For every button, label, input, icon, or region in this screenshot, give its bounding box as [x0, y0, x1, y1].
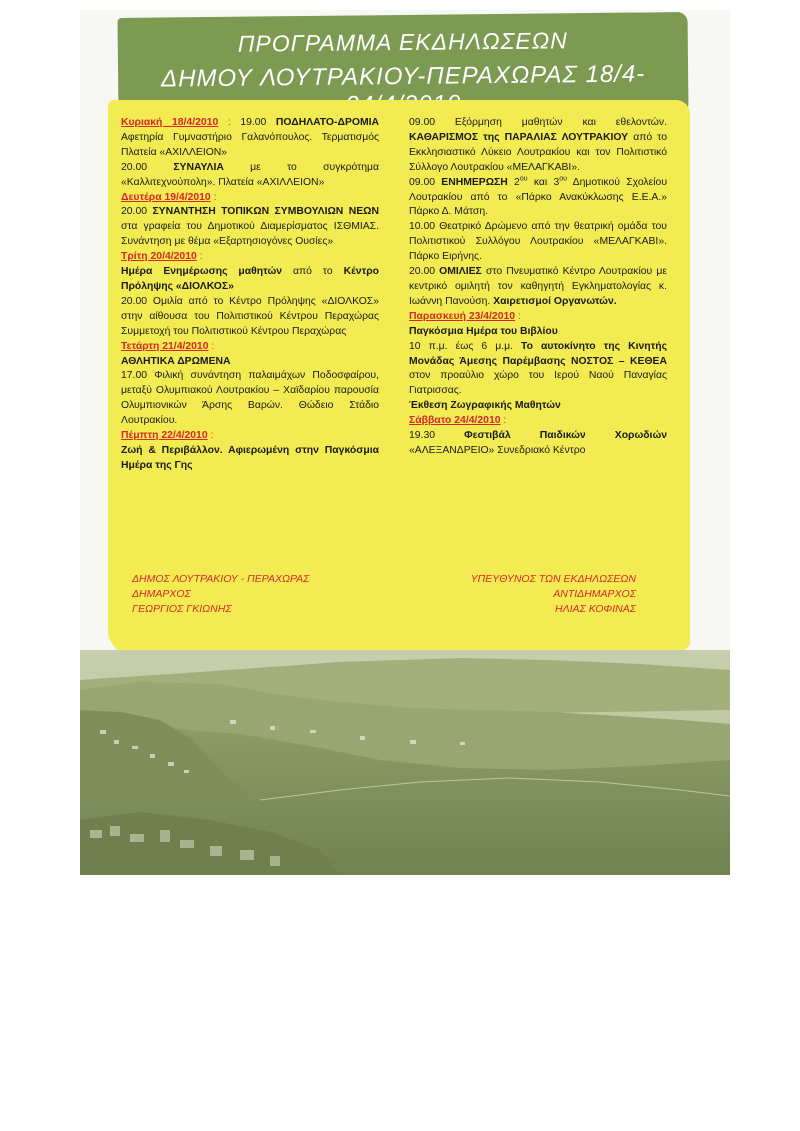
- date-heading: Κυριακή 18/4/2010: [121, 117, 219, 128]
- date-separator: :: [500, 415, 507, 427]
- event-text: από το: [282, 266, 344, 278]
- ordinal-suffix: ου: [519, 175, 528, 183]
- date-heading: Τρίτη 20/4/2010: [121, 251, 197, 263]
- date-heading: Δευτέρα 19/4/2010: [121, 191, 211, 203]
- date-separator: :: [515, 310, 521, 322]
- signature-line: ΥΠΕΥΘΥΝΟΣ ΤΩΝ ΕΚΔΗΛΩΣΕΩΝ: [470, 573, 636, 585]
- event-text: 2: [507, 176, 520, 188]
- event-text: 10.00 Θεατρικό Δρώμενο από την θεατρική ομάδα του Πολιτιστικού Συλλόγου Λουτρακίου «ΜΕΛΑΓΚΑΒΙ». Πάρκο Ειρήνης.: [409, 221, 667, 263]
- event-block: [409, 414, 667, 429]
- event-block: [409, 429, 667, 459]
- banner-subtitle: ΔΗΜΟΥ ΛΟΥΤΡΑΚΙΟΥ-ΠΕΡΑΧΩΡΑΣ 18/4-24/4/2010: [160, 60, 646, 93]
- city-bay-photo: [80, 650, 730, 875]
- event-title: ΣΥΝΑΥΛΙΑ: [173, 161, 224, 173]
- event-text: στα γραφεία του Δημοτικού Διαμερίσματος ΙΣΘΜΙΑΣ. Συνάντηση με θέμα «Εξαρτησιογόνες Ουσίες»: [121, 221, 379, 248]
- event-text: 17.00 Φιλική συνάντηση παλαιμάχων Ποδοσφαίρου, μεταξύ Ολυμπιακού Λουτρακίου – Χαϊδαρίου παρουσία Ολυμπιονικών Άρσης Βαρών. Θώδειο Στάδιο Λουτρακίου.: [121, 370, 379, 427]
- event-title: ΣΥΝΑΝΤΗΣΗ ΤΟΠΙΚΩΝ ΣΥΜΒΟΥΛΙΩΝ ΝΕΩΝ: [152, 206, 379, 218]
- event-block: [121, 265, 379, 295]
- signature-line: ΔΗΜΟΣ ΛΟΥΤΡΑΚΙΟΥ - ΠΕΡΑΧΩΡΑΣ: [132, 573, 310, 585]
- event-block: [409, 340, 667, 400]
- event-block: [121, 205, 379, 250]
- signature-line: ΑΝΤΙΔΗΜΑΡΧΟΣ: [553, 588, 636, 600]
- event-title: ΑΘΛΗΤΙΚΑ ΔΡΩΜΕΝΑ: [121, 355, 231, 367]
- event-text: με το συγκρότημα «Καλλιτεχνούπολη». Πλατεία «ΑΧΙΛΛΕΙΟΝ»: [121, 161, 380, 188]
- signature-line: ΓΕΩΡΓΙΟΣ ΓΚΙΩΝΗΣ: [132, 603, 232, 615]
- date-separator: :: [208, 340, 215, 352]
- event-text: και 3: [527, 176, 560, 188]
- event-block: [121, 116, 379, 161]
- event-title: ΠΟΔΗΛΑΤΟ-ΔΡΟΜΙΑ: [275, 117, 379, 128]
- signature-line: ΗΛΙΑΣ ΚΟΦΙΝΑΣ: [555, 603, 636, 615]
- event-block: [409, 176, 667, 221]
- date-heading: Σάββατο 24/4/2010: [409, 415, 501, 427]
- event-text: 20.00: [121, 161, 174, 173]
- event-title: Ζωή & Περιβάλλον. Αφιερωμένη στην Παγκόσμια Ημέρα της Γης: [121, 444, 379, 471]
- event-text: 09.00 Εξόρμηση μαθητών και εθελοντών.: [409, 117, 667, 128]
- event-title: ΚΑΘΑΡΙΣΜΟΣ της ΠΑΡΑΛΙΑΣ ΛΟΥΤΡΑΚΙΟΥ: [409, 131, 629, 143]
- event-text: «ΑΛΕΞΑΝΔΡΕΙΟ» Συνεδριακό Κέντρο: [409, 444, 586, 456]
- event-title: Το αυτοκίνητο της Κινητής Μονάδας Άμεσης Παρέμβασης ΝΟΣΤΟΣ – ΚΕΘΕΑ: [409, 340, 668, 367]
- event-title: ΕΝΗΜΕΡΩΣΗ: [441, 176, 508, 188]
- event-block: [121, 340, 379, 355]
- mayor-signature-block: [132, 572, 309, 617]
- event-block: [121, 250, 379, 265]
- banner-title: ΠΡΟΓΡΑΜΜΑ ΕΚΔΗΛΩΣΕΩΝ: [237, 27, 568, 57]
- date-separator: :: [218, 117, 241, 128]
- date-separator: :: [207, 430, 214, 442]
- event-block: [409, 116, 667, 176]
- event-text: Αφετηρία Γυμναστήριο Γαλανόπουλος. Τερματισμός Πλατεία «ΑΧΙΛΛΕΙΟΝ»: [121, 131, 379, 158]
- event-title: Φεστιβάλ Παιδικών Χορωδιών: [464, 430, 668, 442]
- event-title: Παγκόσμια Ημέρα του Βιβλίου: [409, 325, 558, 337]
- organizer-signature-block: [440, 572, 636, 617]
- event-text: 20.00: [121, 206, 153, 218]
- event-text: 20.00: [409, 266, 440, 278]
- date-separator: :: [210, 191, 217, 203]
- event-block: [409, 310, 667, 325]
- event-block: [121, 444, 379, 474]
- date-heading: Πέμπτη 22/4/2010: [121, 430, 208, 442]
- event-title: Κέντρο Πρόληψης «ΔΙΟΛΚΟΣ»: [121, 266, 379, 292]
- event-block: [409, 325, 667, 340]
- event-text: 09.00: [409, 176, 442, 188]
- event-block: [121, 355, 379, 370]
- event-text: στον προαύλιο χώρο του Ιερού Ναού Παναγίας Γιατρισσας.: [409, 370, 667, 397]
- event-title: Ημέρα Ενημέρωσης μαθητών: [121, 266, 283, 278]
- event-title: Έκθεση Ζωγραφικής Μαθητών: [409, 400, 561, 412]
- event-text: από το Εκκλησιαστικό Λύκειο Λουτρακίου και τον Πολιτιστικό Σύλλογο Λουτρακίου «ΜΕΛΑΓΚΑΒΙ».: [409, 131, 667, 173]
- event-text: 20.00 Ομιλία από το Κέντρο Πρόληψης «ΔΙΟΛΚΟΣ» στην αίθουσα του Πολιτιστικού Κέντρου Περαχώρας Συμμετοχή του Πολιτιστικού Κέντρου Περαχώρας: [121, 295, 379, 337]
- schedule-left-column: [121, 116, 379, 474]
- event-text: 19.00: [240, 117, 276, 128]
- event-block: [121, 295, 379, 340]
- date-separator: :: [196, 251, 203, 263]
- event-title: Χαιρετισμοί Οργανωτών.: [493, 295, 617, 307]
- event-text: 10 π.μ. έως 6 μ.μ.: [409, 340, 522, 352]
- signature-line: ΔΗΜΑΡΧΟΣ: [132, 588, 191, 600]
- date-heading: Τετάρτη 21/4/2010: [121, 340, 209, 352]
- schedule-right-column: [409, 116, 667, 459]
- event-block: [409, 265, 667, 310]
- date-heading: Παρασκευή 23/4/2010: [409, 310, 516, 322]
- event-block: [121, 369, 379, 429]
- ordinal-suffix: ου: [559, 175, 567, 183]
- event-block: [409, 220, 667, 265]
- event-text: 19.30: [409, 430, 465, 442]
- event-block: [121, 161, 379, 191]
- event-text: στο Πνευματικό Κέντρο Λουτρακίου με κεντρικό ομιλητή τον καθηγητή Εγκληματολογίας κ. Ιωάννη Πανούση.: [409, 266, 667, 307]
- event-text: Δημοτικού Σχολείου Λουτρακίου από το «Πάρκο Ανακύκλωσης Ε.Ε.Α.» Πάρκο Δ. Μάτση.: [409, 176, 668, 218]
- event-block: [121, 191, 379, 206]
- event-title: ΟΜΙΛΙΕΣ: [439, 266, 482, 278]
- event-block: [121, 429, 379, 444]
- event-block: [409, 399, 667, 414]
